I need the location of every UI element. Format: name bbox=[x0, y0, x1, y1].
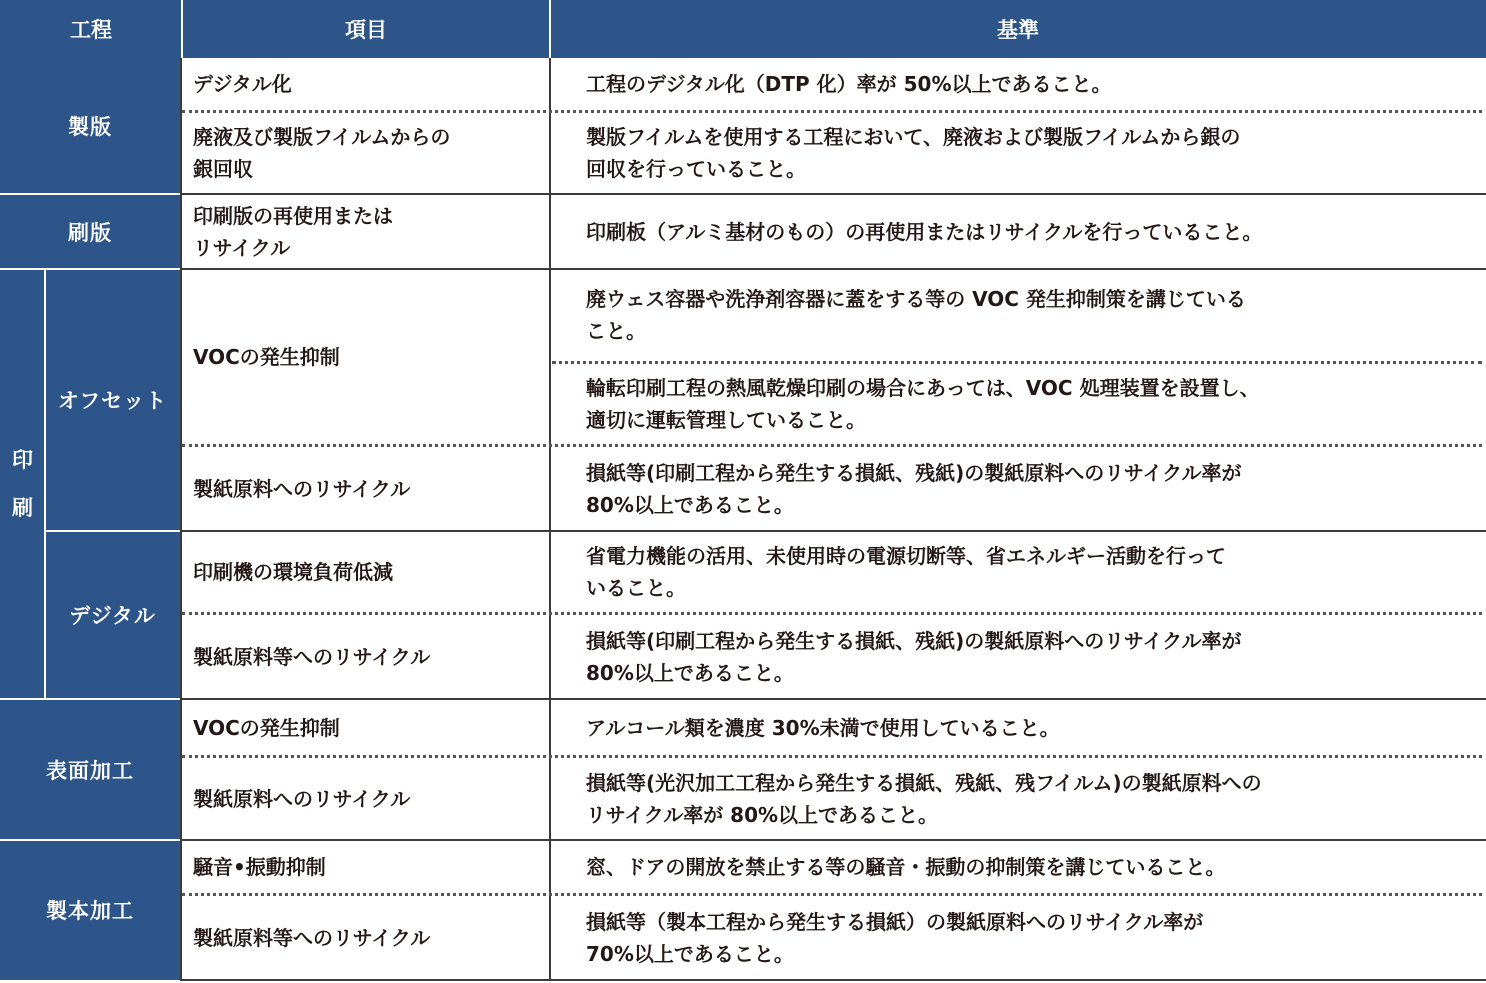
process-divider bbox=[0, 193, 180, 195]
criteria-text: 窓、ドアの開放を禁止する等の騒音・振動の抑制策を講じていること。 bbox=[586, 855, 1226, 879]
criteria-cell bbox=[586, 60, 1476, 108]
process-divider bbox=[0, 839, 180, 841]
criteria-text: 損紙等(光沢加工工程から発生する損紙、残紙、残フイルム)の製紙原料への リサイクル率が 80%以上であること。 bbox=[586, 770, 1262, 827]
row-dotted-rule bbox=[182, 755, 1482, 758]
item-cell bbox=[193, 271, 543, 443]
header-item: 項目 bbox=[182, 0, 550, 58]
process-insatsu bbox=[0, 269, 45, 699]
process-divider bbox=[0, 698, 180, 700]
column-rule bbox=[180, 58, 182, 980]
criteria-text: 輪転印刷工程の熱風乾燥印刷の場合にあっては、VOC 処理装置を設置し、 適切に運転管理していること。 bbox=[586, 375, 1260, 432]
process-divider bbox=[0, 268, 180, 270]
row-dotted-rule bbox=[182, 612, 1482, 615]
criteria-cell bbox=[586, 533, 1476, 611]
row-rule bbox=[180, 979, 1486, 981]
criteria-cell bbox=[586, 616, 1476, 697]
item-cell bbox=[193, 60, 543, 108]
criteria-text: 損紙等(印刷工程から発生する損紙、残紙)の製紙原料へのリサイクル率が 80%以上であること。 bbox=[586, 628, 1242, 685]
process-digital: デジタル bbox=[45, 531, 180, 699]
criteria-text: 省電力機能の活用、未使用時の電源切断等、省エネルギー活動を行って いること。 bbox=[586, 544, 1226, 600]
row-rule bbox=[180, 193, 1486, 195]
item-cell bbox=[193, 701, 543, 754]
column-rule bbox=[549, 58, 551, 980]
item-text: 印刷版の再使用または リサイクル bbox=[193, 203, 393, 260]
process-hyomen: 表面加工 bbox=[0, 699, 180, 840]
item-cell bbox=[193, 616, 543, 697]
criteria-text: 印刷板（アルミ基材のもの）の再使用またはリサイクルを行っていること。 bbox=[586, 219, 1263, 244]
process-divider bbox=[44, 269, 46, 699]
row-rule bbox=[180, 530, 1486, 532]
process-divider bbox=[45, 530, 180, 532]
row-dotted-rule bbox=[182, 444, 1482, 447]
item-text: 製紙原料等へのリサイクル bbox=[193, 644, 431, 669]
item-cell bbox=[193, 448, 543, 529]
row-rule bbox=[180, 839, 1486, 841]
criteria-text: 製版フイルムを使用する工程において、廃液および製版フイルムから銀の 回収を行っていること。 bbox=[586, 124, 1241, 181]
item-text: VOCの発生抑制 bbox=[193, 715, 340, 740]
criteria-text: 廃ウェス容器や洗浄剤容器に蓋をする等の VOC 発生抑制策を講じている こと。 bbox=[586, 287, 1246, 343]
criteria-cell bbox=[586, 364, 1476, 443]
criteria-text: 損紙等（製本工程から発生する損紙）の製紙原料へのリサイクル率が 70%以上であること。 bbox=[586, 909, 1204, 966]
row-rule bbox=[180, 698, 1486, 700]
criteria-cell bbox=[586, 759, 1476, 838]
item-cell bbox=[193, 759, 543, 838]
criteria-cell bbox=[586, 196, 1476, 267]
row-dotted-rule bbox=[182, 110, 1482, 113]
criteria-cell bbox=[586, 448, 1476, 529]
item-cell bbox=[193, 533, 543, 611]
criteria-text: アルコール類を濃度 30%未満で使用していること。 bbox=[586, 715, 1060, 740]
item-text: 製紙原料へのリサイクル bbox=[193, 786, 411, 811]
item-text: 廃液及び製版フイルムからの 銀回収 bbox=[193, 124, 451, 181]
header-divider bbox=[549, 0, 551, 58]
row-dotted-rule bbox=[182, 893, 1482, 896]
header-process: 工程 bbox=[0, 0, 182, 58]
item-text: 騒音•振動抑制 bbox=[193, 855, 326, 879]
criteria-cell bbox=[586, 897, 1476, 978]
criteria-cell bbox=[586, 701, 1476, 754]
criteria-cell bbox=[586, 842, 1476, 892]
item-cell bbox=[193, 196, 543, 267]
process-seihan: 製版 bbox=[0, 58, 180, 194]
item-text: 製紙原料へのリサイクル bbox=[193, 476, 411, 501]
row-rule bbox=[180, 268, 1486, 270]
criteria-text: 工程のデジタル化（DTP 化）率が 50%以上であること。 bbox=[586, 72, 1112, 96]
item-cell bbox=[193, 842, 543, 892]
item-cell bbox=[193, 897, 543, 978]
item-text: 印刷機の環境負荷低減 bbox=[193, 560, 393, 584]
criteria-cell bbox=[586, 114, 1476, 191]
criteria-cell bbox=[586, 271, 1476, 359]
header-divider bbox=[181, 0, 183, 58]
item-text: 製紙原料等へのリサイクル bbox=[193, 925, 431, 950]
item-text: VOCの発生抑制 bbox=[193, 345, 340, 369]
process-offset: オフセット bbox=[45, 269, 180, 531]
header-criteria: 基準 bbox=[550, 0, 1486, 58]
item-cell bbox=[193, 114, 543, 191]
process-satsuhan: 刷版 bbox=[0, 194, 180, 269]
process-seihon: 製本加工 bbox=[0, 840, 180, 980]
criteria-text: 損紙等(印刷工程から発生する損紙、残紙)の製紙原料へのリサイクル率が 80%以上であること。 bbox=[586, 460, 1242, 517]
item-text: デジタル化 bbox=[193, 72, 292, 96]
process-insatsu-char: 刷 bbox=[12, 496, 33, 520]
process-insatsu-char: 印 bbox=[12, 448, 33, 472]
